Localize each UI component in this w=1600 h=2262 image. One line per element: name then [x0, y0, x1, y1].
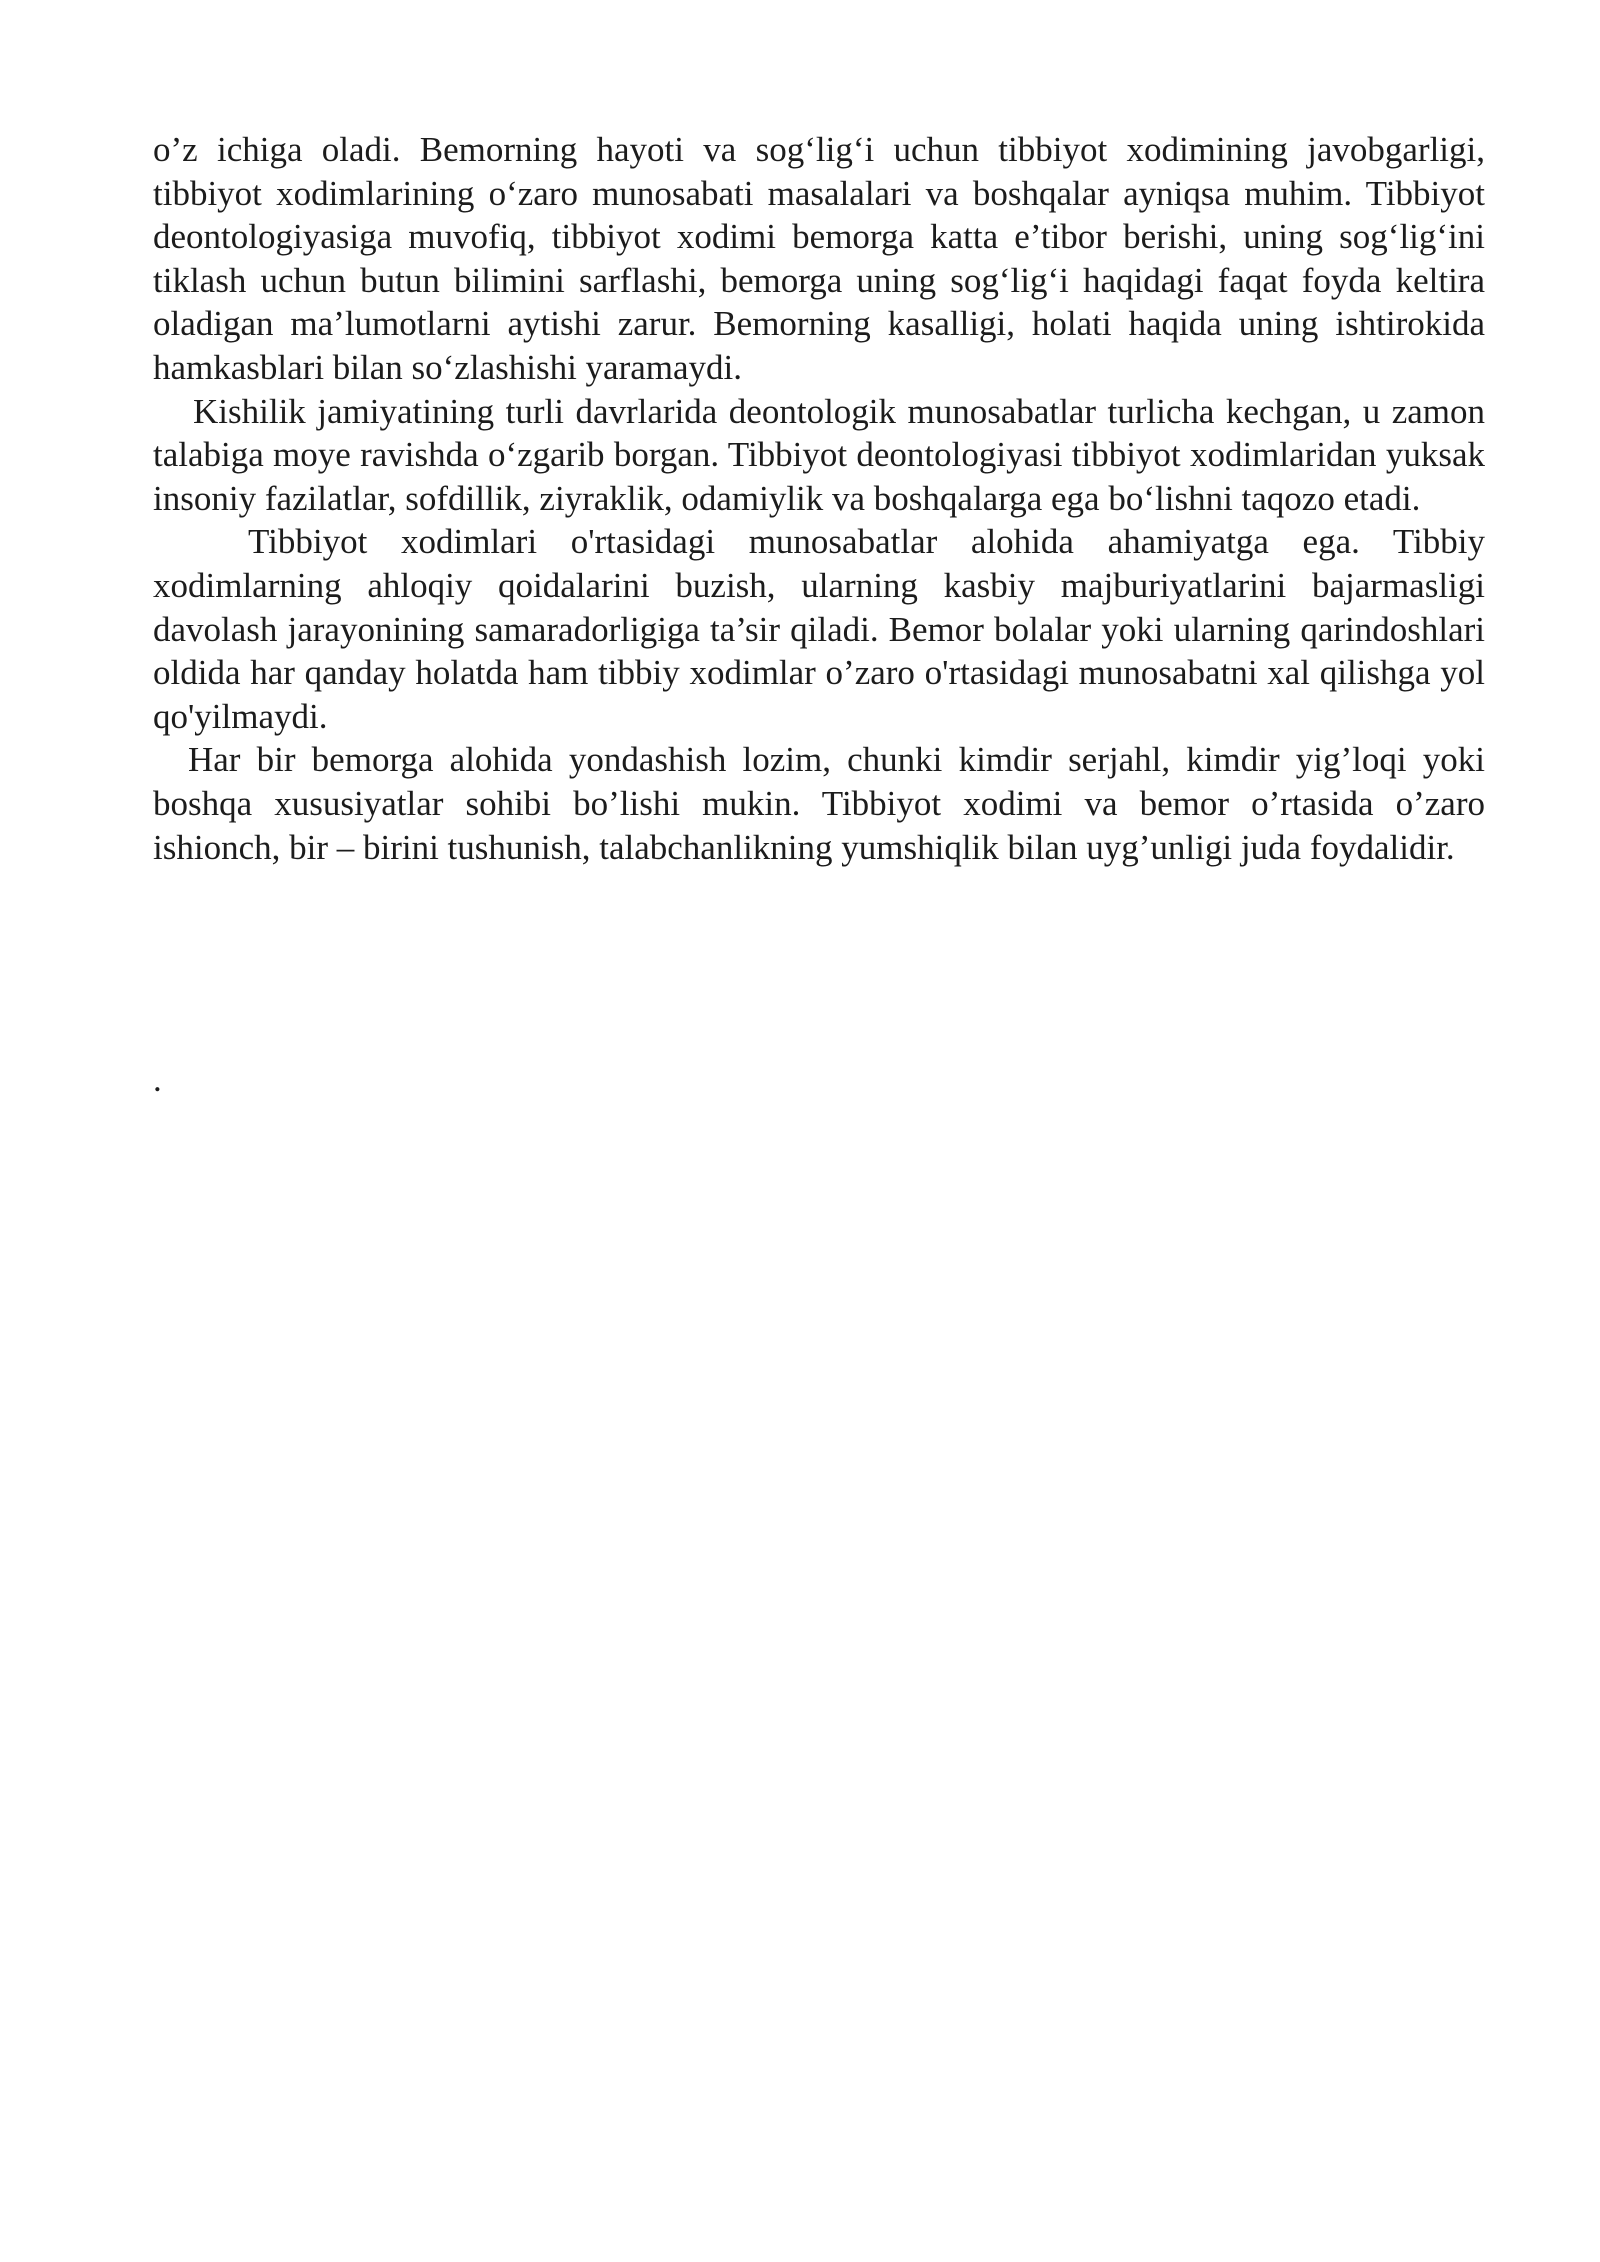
paragraph-responsibility: o’z ichiga oladi. Bemorning hayoti va sog‘lig‘i uchun tibbiyot xodimining javobgarligi, tibbiyot xodimlarining o‘zaro munosabati masalalari va boshqalar ayniqsa muhim. Tibbiyot deontologiyasiga muvofiq, tibbiyot xodimi bemorga katta e’tibor berishi, uning sog‘lig‘ini tiklash uchun butun bilimini sarflashi, bemorga uning sog‘lig‘i haqidagi faqat foyda keltira oladigan ma’lumotlarni aytishi zarur. Bemorning kasalligi, holati haqida uning ishtirokida hamkasblari bilan so‘zlashishi yaramaydi. [153, 130, 1485, 387]
paragraph-history: Kishilik jamiyatining turli davrlarida deontologik munosabatlar turlicha kechgan, u zamon talabiga moye ravishda o‘zgarib borgan. Tibbiyot deontologiyasi tibbiyot xodimlaridan yuksak insoniy fazilatlar, sofdillik, ziyraklik, odamiylik va boshqalarga ega bo‘lishni taqozo etadi. [153, 391, 1485, 518]
paragraph-individual-approach: Har bir bemorga alohida yondashish lozim, chunki kimdir serjahl, kimdir yig’loqi yoki boshqa xususiyatlar sohibi bo’lishi mukin. Tibbiyot xodimi va bemor o’rtasida o’zaro ishionch, bir – birini tushunish, talabchanlikning yumshiqlik bilan uyg’unligi juda foydalidir. [153, 740, 1485, 867]
trailing-dot: . [153, 1060, 162, 1099]
document-body [153, 128, 1485, 869]
paragraph-staff-relations: Tibbiyot xodimlari o'rtasidagi munosabatlar alohida ahamiyatga ega. Tibbiy xodimlarning ahloqiy qoidalarini buzish, ularning kasbiy majburiyatlarini bajarmasligi davolash jarayonining samaradorligiga ta’sir qiladi. Bemor bolalar yoki ularning qarindoshlari oldida har qanday holatda ham tibbiy xodimlar o’zaro o'rtasidagi munosabatni xal qilishga yol qo'yilmaydi. [153, 522, 1485, 736]
